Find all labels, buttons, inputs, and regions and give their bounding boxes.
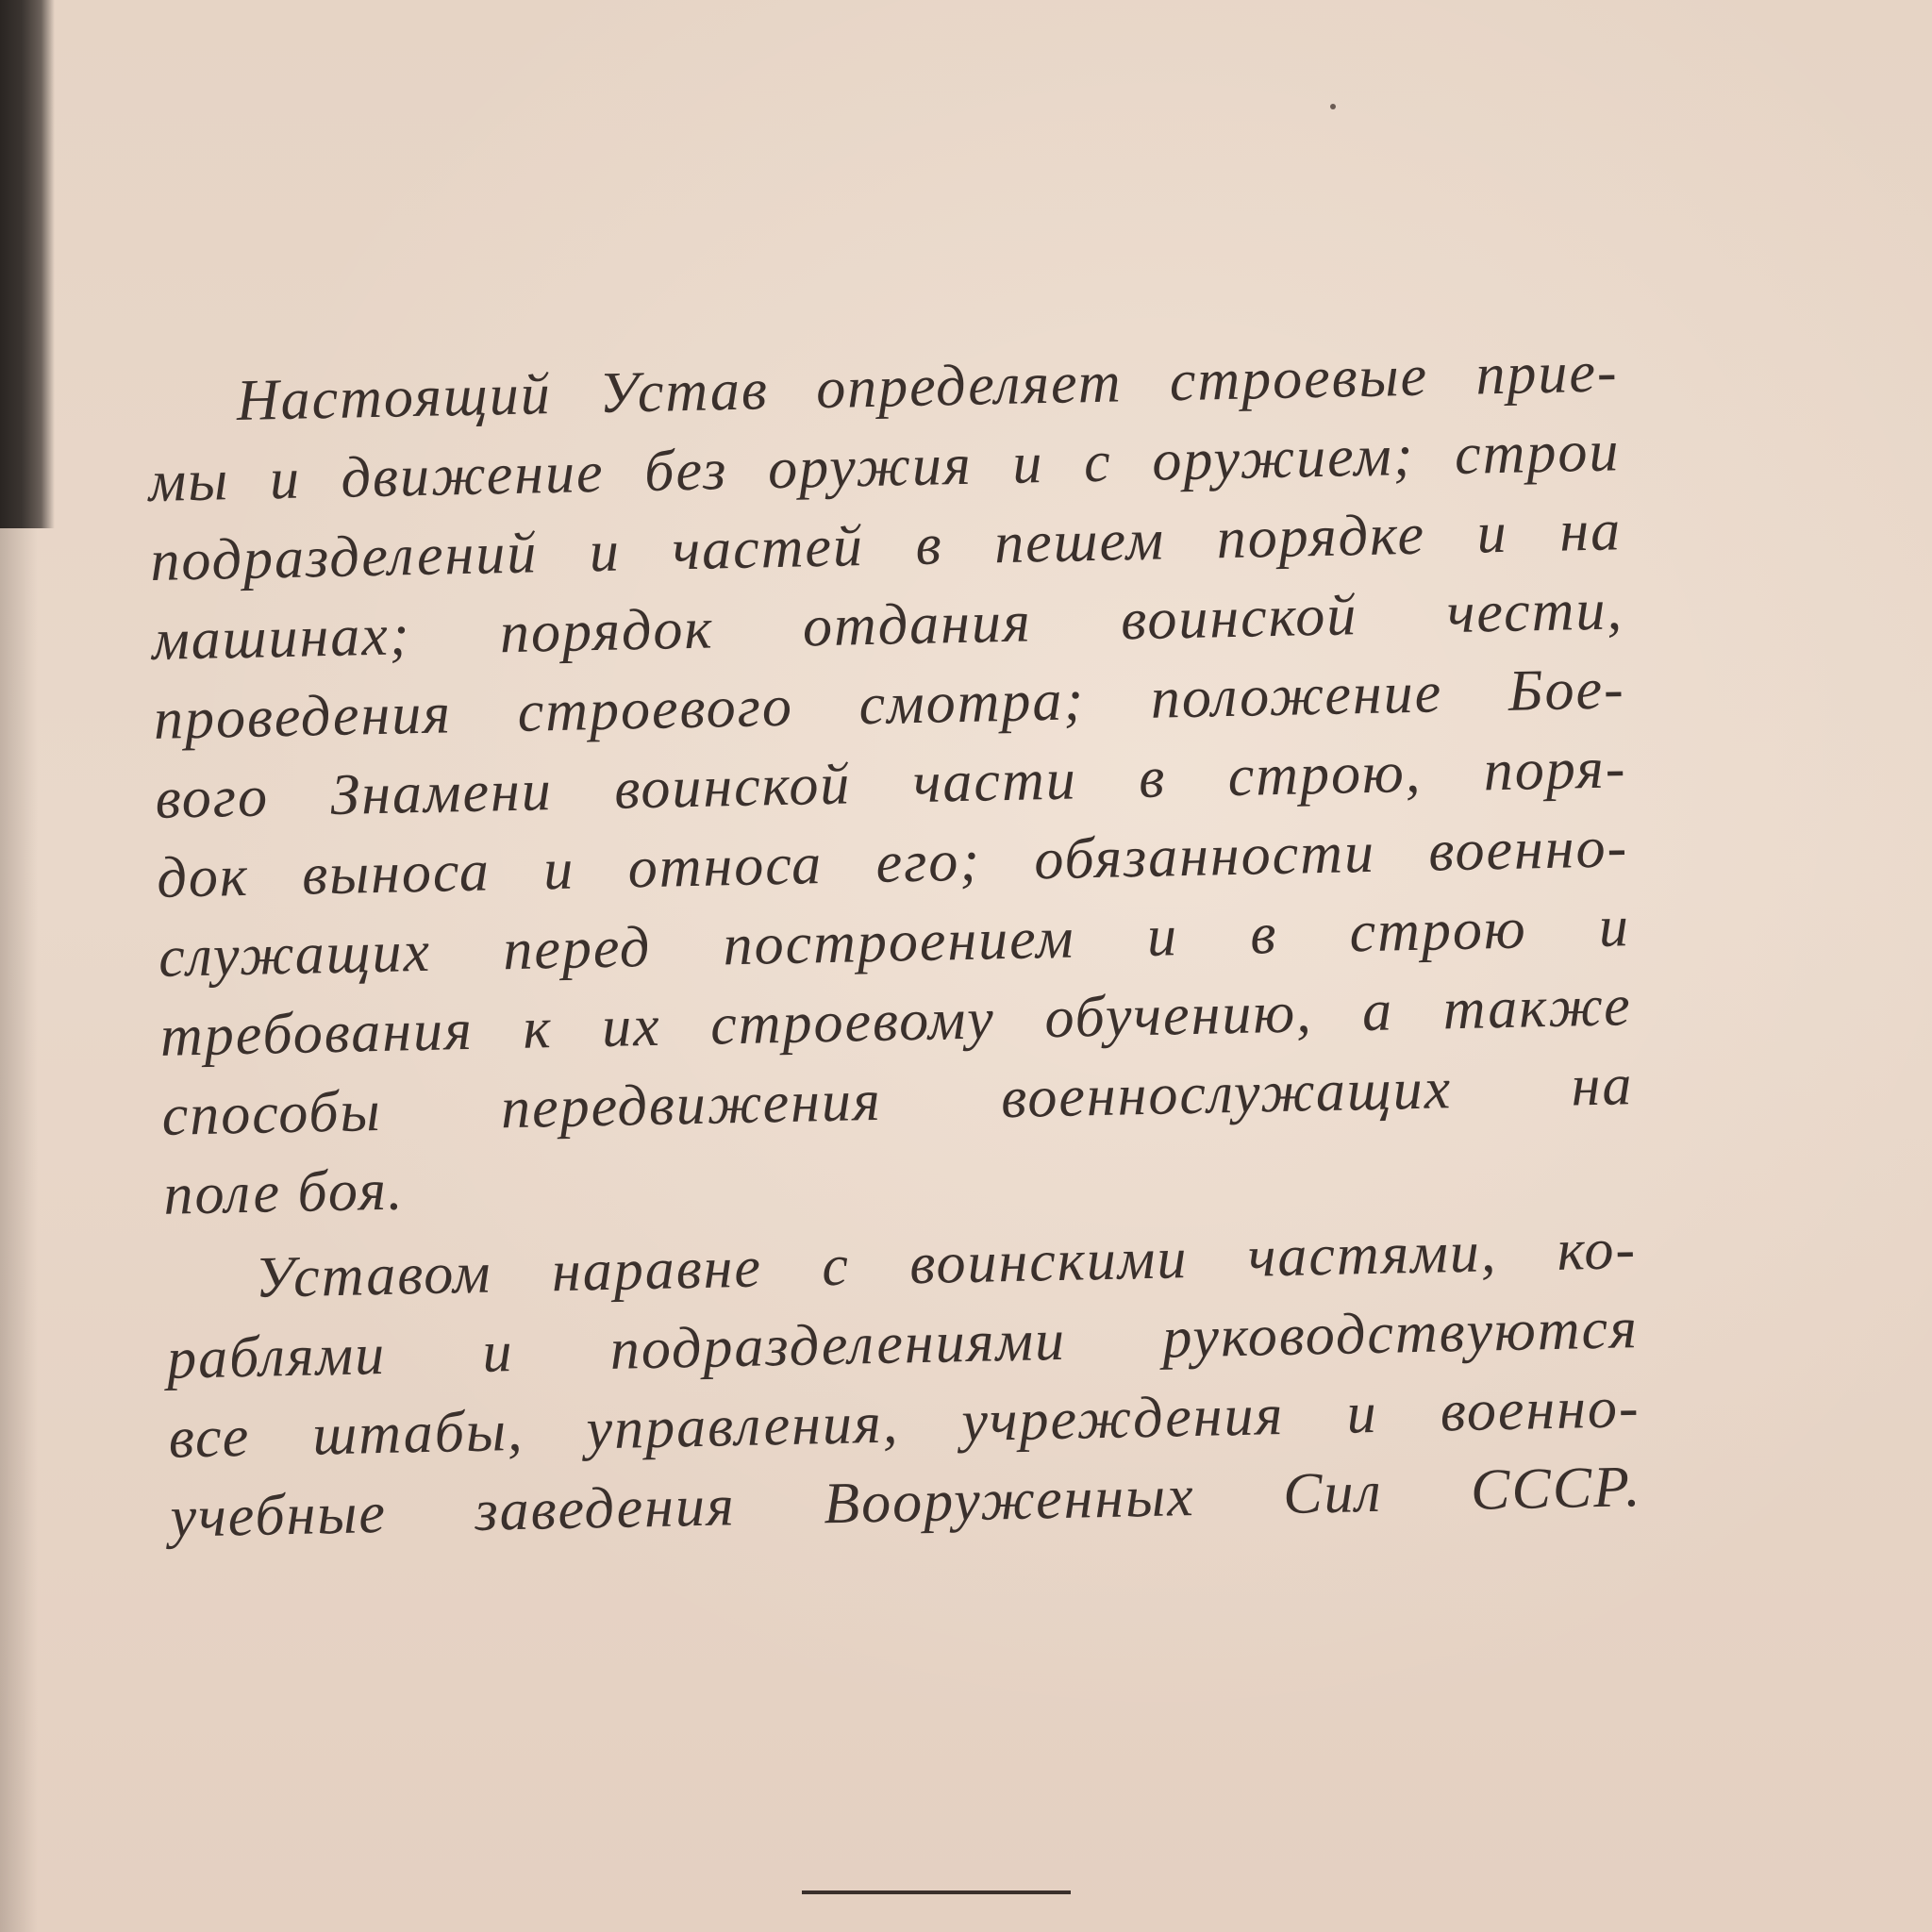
paragraph-1-line: проведения строевого смотра; положение Бое- — [153, 657, 1626, 752]
paragraph-2-line: раблями и подразделениями руководствуются — [166, 1296, 1640, 1391]
body-text — [146, 329, 1774, 1557]
paragraph-1-line: служащих перед построением и в строю и — [158, 894, 1631, 990]
book-binding-edge — [0, 0, 55, 528]
paragraph-1-line: вого Знамени воинской части в строю, поря- — [154, 736, 1628, 831]
paragraph-1-line: Настоящий Устав определяет строевые прие- — [236, 340, 1620, 433]
paragraph-2-line: учебные заведения Вооруженных Сил СССР. — [169, 1455, 1643, 1550]
paragraph-1-line: требования к их строевому обучению, а также — [159, 974, 1633, 1069]
paragraph-1-line: машинах; порядок отдания воинской чести, — [151, 577, 1624, 673]
paragraph-2-line: Уставом наравне с воинскими частями, ко- — [254, 1217, 1638, 1310]
paragraph-1-line: док выноса и относа его; обязанности военно- — [156, 815, 1629, 910]
paper-speck — [1330, 104, 1336, 109]
paragraph-1-line: поле боя. — [162, 1158, 406, 1227]
paragraph-1-line: мы и движение без оружия и с оружием; строи — [147, 419, 1622, 514]
paragraph-2-line: все штабы, управления, учреждения и военно- — [168, 1375, 1641, 1471]
paragraph-1-line: подразделений и частей в пешем порядке и на — [149, 498, 1623, 593]
paragraph-1-line: способы передвижения военнослужащих на — [161, 1053, 1635, 1148]
closing-rule — [802, 1890, 1071, 1894]
